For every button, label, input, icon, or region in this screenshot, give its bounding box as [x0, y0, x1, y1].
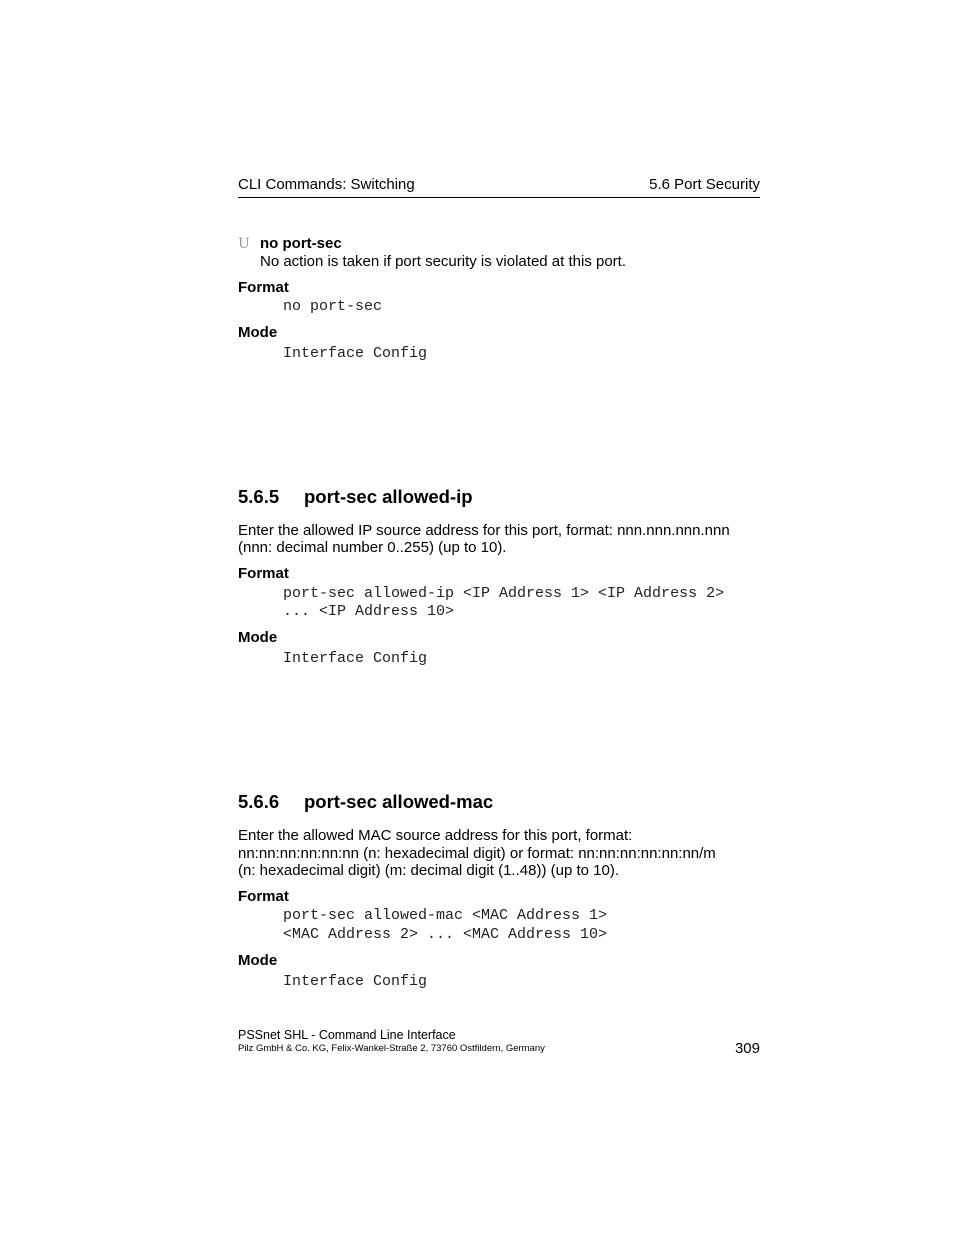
mode-value: Interface Config [283, 650, 428, 667]
format-label: Format [238, 279, 289, 296]
format-code: <MAC Address 2> ... <MAC Address 10> [283, 926, 608, 943]
format-code: no port-sec [283, 298, 383, 315]
mode-value: Interface Config [283, 973, 428, 990]
item-description: No action is taken if port security is violated at this port. [260, 253, 626, 270]
section-number: 5.6.6 [238, 791, 280, 812]
format-label: Format [238, 888, 289, 905]
header-rule [238, 197, 760, 198]
format-label: Format [238, 565, 289, 582]
section-description-line: Enter the allowed MAC source address for this port, format: [238, 827, 633, 844]
mode-label: Mode [238, 324, 278, 341]
section-heading-565 [238, 486, 473, 508]
mode-label: Mode [238, 629, 278, 646]
mode-value: Interface Config [283, 345, 428, 362]
section-title: port-sec allowed-mac [304, 791, 494, 812]
section-description-line: nn:nn:nn:nn:nn:nn (n: hexadecimal digit) or format: nn:nn:nn:nn:nn:nn/m [238, 845, 716, 862]
format-code: port-sec allowed-mac <MAC Address 1> [283, 907, 608, 924]
item-title: no port-sec [260, 235, 342, 252]
running-header-section: 5.6 Port Security [649, 176, 760, 193]
format-code: port-sec allowed-ip <IP Address 1> <IP Address 2> [283, 585, 725, 602]
format-code: ... <IP Address 10> [283, 603, 455, 620]
page-number: 309 [734, 1040, 760, 1057]
footer-company-address: Pilz GmbH & Co. KG, Felix-Wankel-Straße 2, 73760 Ostfildern, Germany [238, 1043, 545, 1054]
list-bullet: U [238, 236, 250, 252]
mode-label: Mode [238, 952, 278, 969]
section-heading-566 [238, 791, 493, 813]
section-description-line: Enter the allowed IP source address for this port, format: nnn.nnn.nnn.nnn [238, 522, 730, 539]
running-header-chapter: CLI Commands: Switching [238, 176, 415, 193]
section-title: port-sec allowed-ip [304, 486, 473, 507]
section-number: 5.6.5 [238, 486, 280, 507]
section-description-line: (n: hexadecimal digit) (m: decimal digit (1..48)) (up to 10). [238, 862, 619, 879]
section-description-line: (nnn: decimal number 0..255) (up to 10). [238, 539, 507, 556]
footer-document-title: PSSnet SHL - Command Line Interface [238, 1028, 456, 1042]
